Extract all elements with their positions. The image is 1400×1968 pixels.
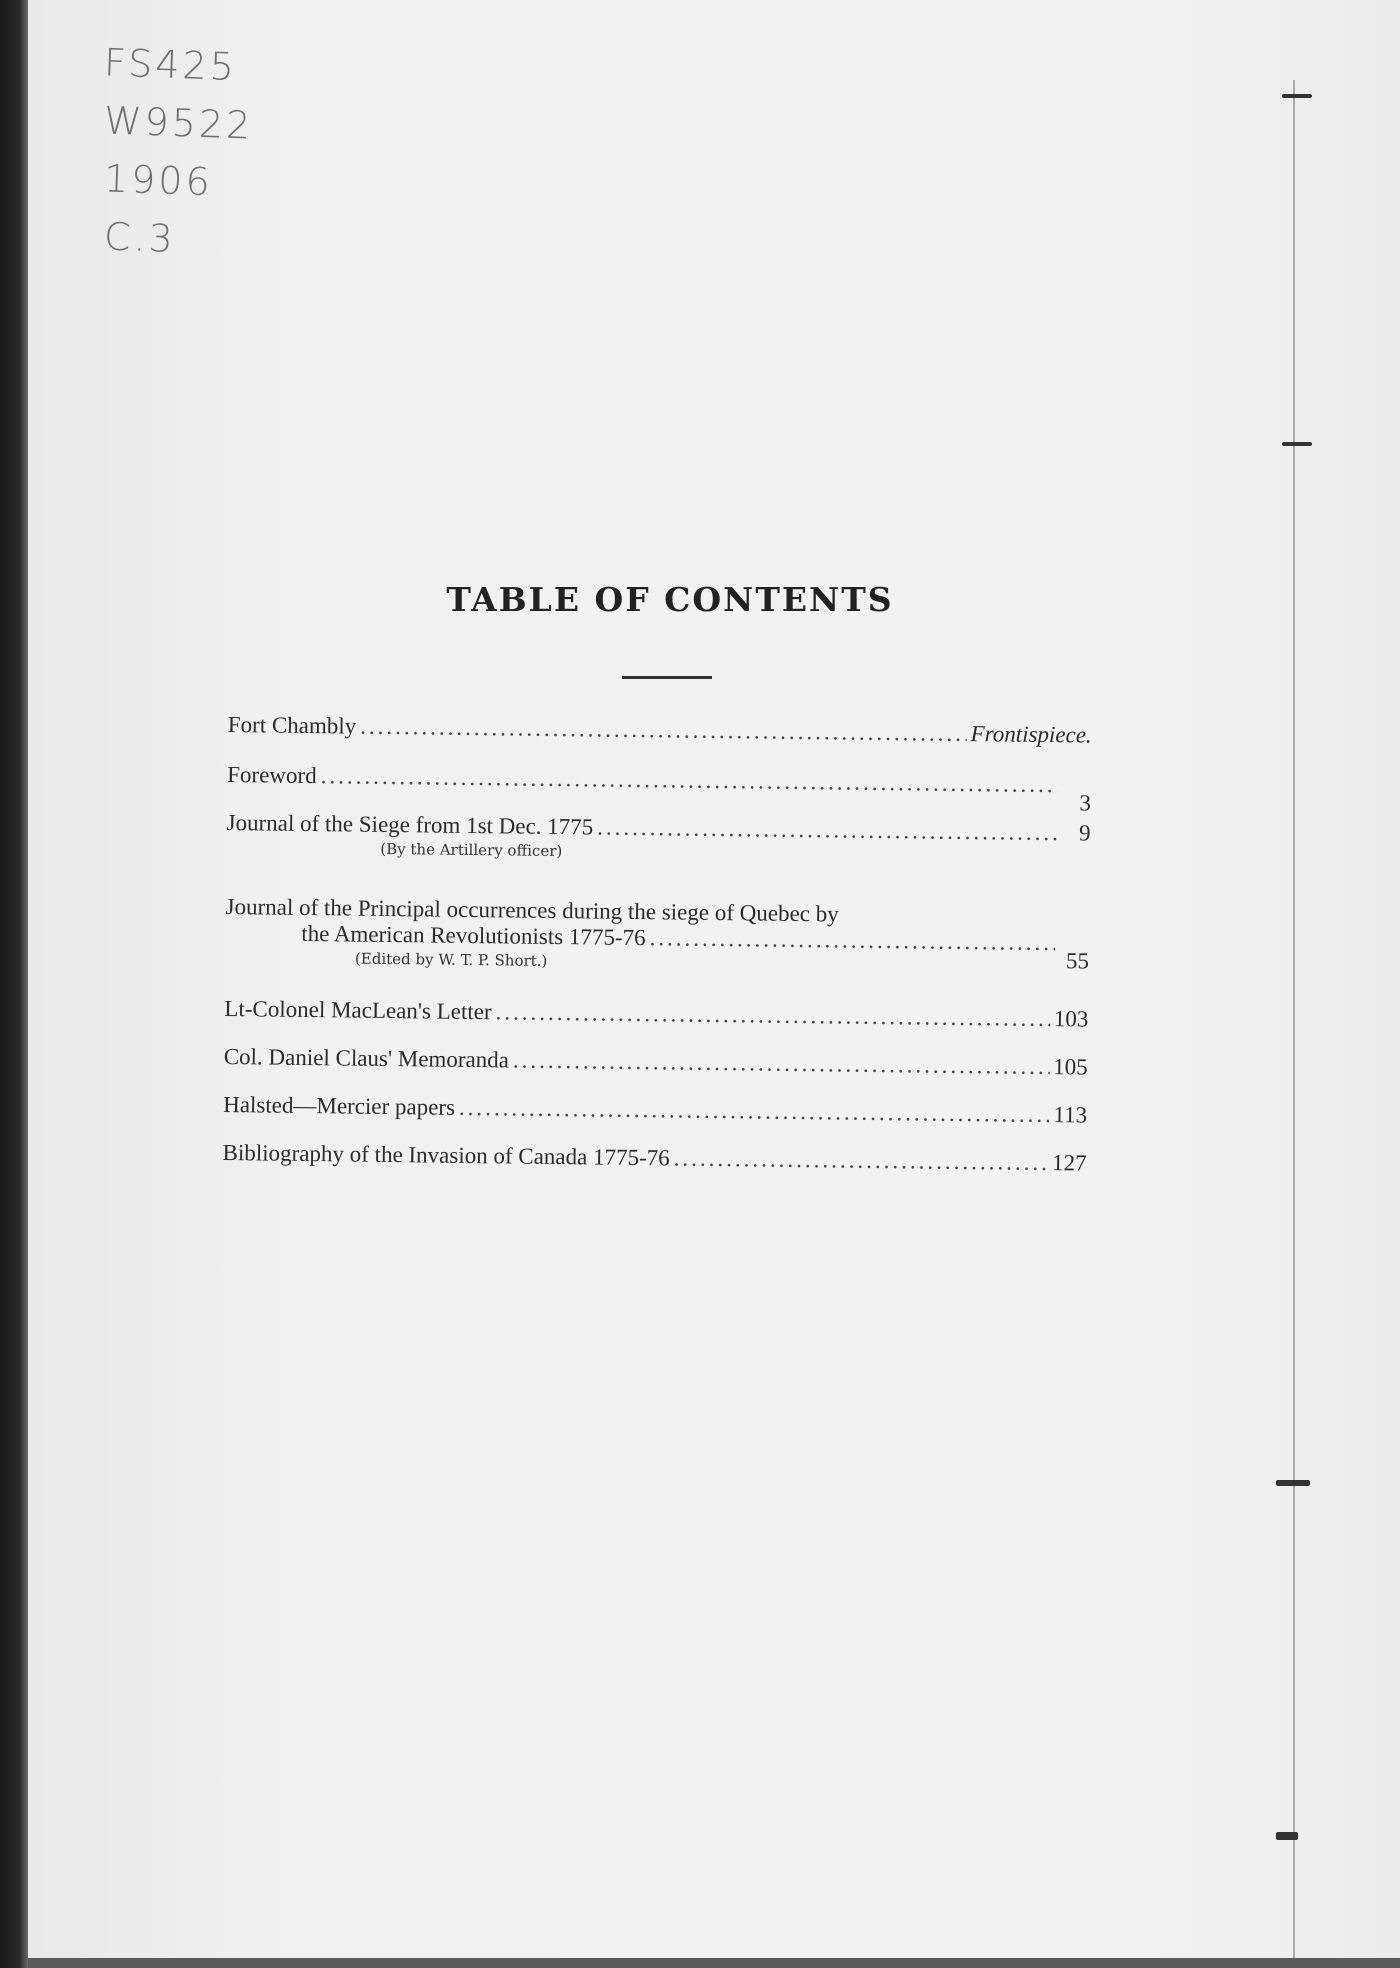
page-bottom-edge <box>28 1958 1400 1968</box>
toc-entry-page: 113 <box>1053 1102 1088 1128</box>
toc-entry-title: Lt-Colonel MacLean's Letter <box>224 995 492 1025</box>
toc-entry-title: Fort Chambly <box>227 712 357 739</box>
dot-leader <box>597 815 1057 847</box>
page-fold-line <box>1293 80 1295 1968</box>
toc-entry-title: Journal of the Siege from 1st Dec. 1775 <box>226 809 594 840</box>
dot-leader <box>459 1095 1050 1128</box>
toc-entry-page: 127 <box>1051 1150 1087 1176</box>
call-number-line: W9522 <box>103 98 255 148</box>
toc-entry-page: Frontispiece. <box>970 721 1092 748</box>
toc-entry <box>223 1092 1087 1129</box>
toc-entry-title: Journal of the Principal occurrences during the siege of Quebec by <box>225 893 839 927</box>
page-title: TABLE OF CONTENTS <box>446 580 894 619</box>
toc-entry-note: (By the Artillery officer) <box>380 839 563 861</box>
toc-entry-page: 3 <box>1079 790 1092 816</box>
call-number-line: C.3 <box>103 214 177 261</box>
dot-leader <box>674 1145 1049 1176</box>
toc-entry-title: Foreword <box>227 761 317 789</box>
dot-leader <box>513 1048 1050 1081</box>
dot-leader <box>495 999 1050 1032</box>
toc-entry-page: 9 <box>1078 820 1091 846</box>
staple-mark <box>1276 1832 1298 1840</box>
title-rule <box>622 676 712 679</box>
staple-mark <box>1282 442 1312 446</box>
staple-mark <box>1282 94 1312 98</box>
toc-entry <box>224 996 1088 1033</box>
dot-leader <box>321 763 1058 798</box>
toc-entry <box>224 1044 1088 1081</box>
dot-leader <box>649 925 1055 956</box>
toc-entry <box>227 761 1092 816</box>
toc-entry-title: Halsted—Mercier papers <box>223 1091 456 1120</box>
table-of-contents <box>222 712 1091 1177</box>
call-number-line: 1906 <box>103 156 214 205</box>
staple-mark <box>1276 1480 1310 1486</box>
toc-entry-page: 55 <box>1065 948 1090 974</box>
toc-entry-title: Col. Daniel Claus' Memoranda <box>223 1043 510 1073</box>
binding-edge <box>0 0 28 1968</box>
toc-entry-page: 103 <box>1053 1006 1089 1032</box>
toc-entry <box>225 894 1090 977</box>
call-number-line: FS425 <box>103 40 238 90</box>
handwritten-call-number <box>104 36 253 268</box>
toc-entry-title: Bibliography of the Invasion of Canada 1775-76 <box>222 1139 670 1171</box>
toc-entry <box>226 810 1090 867</box>
toc-entry-title-continued: the American Revolutionists 1775-76 <box>301 920 646 951</box>
toc-entry-page: 105 <box>1053 1054 1088 1080</box>
toc-entry-note: (Edited by W. T. P. Short.) <box>354 949 548 970</box>
